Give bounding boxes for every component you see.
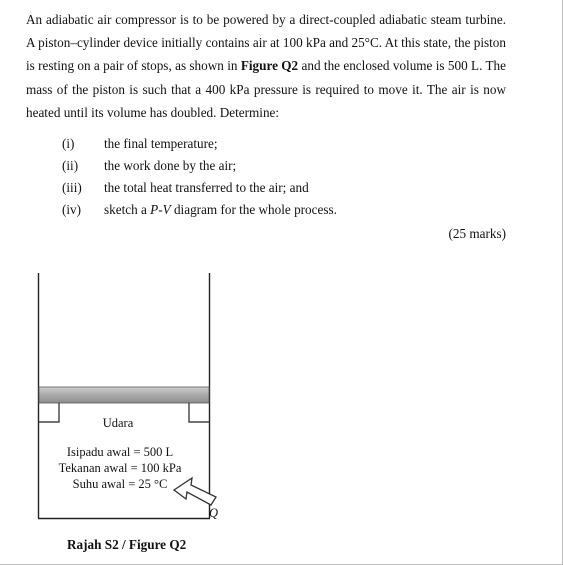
task-text-pre: sketch a — [104, 202, 151, 217]
task-number: (iv) — [62, 202, 82, 217]
initial-pressure-label: Tekanan awal = 100 kPa — [58, 461, 182, 475]
problem-text-end: and the enclosed volume is 500 L. The mass of the piston is such that a 400 kPa pressure is required to move it. The air is now heated until its volume has doubled. Determine: — [26, 58, 507, 120]
task-number: (ii) — [62, 158, 79, 173]
piston — [39, 387, 209, 403]
task-text: the final temperature; — [104, 136, 218, 151]
right-stop — [189, 403, 209, 422]
task-number: (iii) — [62, 180, 82, 195]
problem-text-start: An adiabatic air compressor is to be powered by a direct-coupled adiabatic steam turbine. A piston–cylinder device initially contains air at 100 kPa and 25°C. At this state, the piston is resting on a pair of stops, as shown in — [26, 12, 506, 74]
marks-label: (25 marks) — [448, 226, 506, 241]
figure-caption: Rajah S2 / Figure Q2 — [67, 537, 187, 552]
task-number: (i) — [62, 136, 75, 151]
task-text: the total heat transferred to the air; and — [104, 180, 309, 195]
task-text-pv: P-V — [150, 202, 171, 217]
gas-label: Udara — [102, 416, 134, 430]
heat-label: Q — [209, 506, 219, 520]
task-text-post: diagram for the whole process. — [170, 202, 337, 217]
initial-temperature-label: Suhu awal = 25 °C — [72, 477, 168, 491]
left-stop — [39, 403, 59, 422]
figure-reference: Figure Q2 — [240, 58, 299, 74]
task-text: the work done by the air; — [104, 158, 237, 173]
initial-volume-label: Isipadu awal = 500 L — [66, 445, 174, 459]
